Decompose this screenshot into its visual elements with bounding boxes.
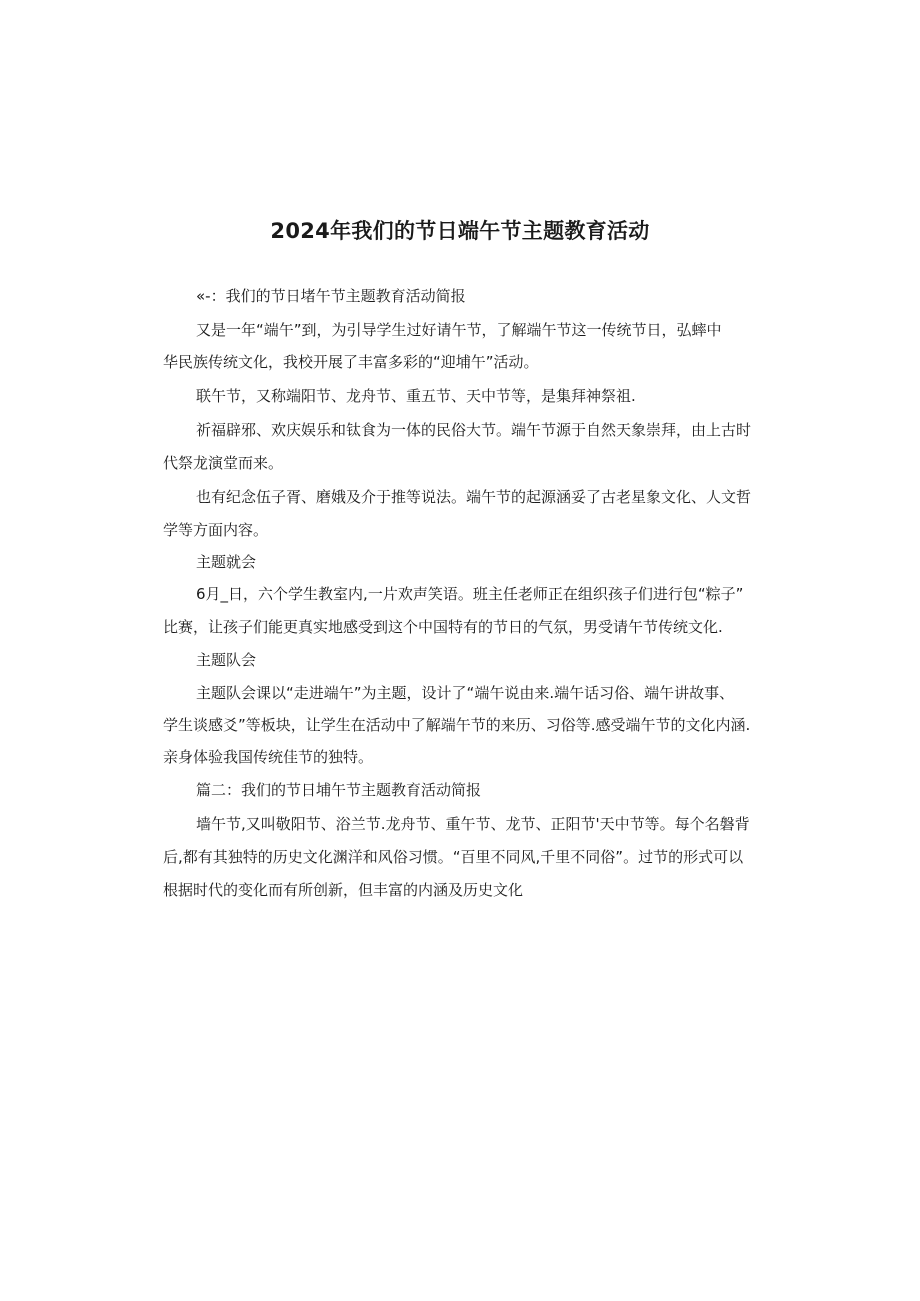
text-line: 学生谈感爻”等板块，让学生在活动中了解端午节的来历、习俗等.感受端午节的文化内涵. <box>163 716 751 734</box>
text-line: 华民族传统文化，我校开展了丰富多彩的“迎埔午”活动。 <box>163 353 539 371</box>
text-line: 联午节，又称端阳节、龙舟节、重五节、天中节等，是集拜神祭祖. <box>196 387 636 405</box>
text-line: 祈福辟邪、欢庆娱乐和钛食为一体的民俗大节。端午节源于自然天象崇拜，由上古时 <box>196 421 752 439</box>
text-line: 学等方面内容。 <box>163 521 269 539</box>
text-line: 后,都有其独特的历史文化渊洋和风俗习惯。“百里不同风,千里不同俗”。过节的形式可以 <box>163 848 744 866</box>
document-title: 2024年我们的节日端午节主题教育活动 <box>270 219 650 243</box>
text-line: 也有纪念伍子胥、磨娥及介于推等说法。端午节的起源涵妥了古老星象文化、人文哲 <box>196 488 752 506</box>
text-line: 墙午节,又叫敬阳节、浴兰节.龙舟节、重午节、龙节、正阳节'天中节等。每个名磐背 <box>196 815 750 833</box>
text-line: 亲身体验我国传统佳节的独特。 <box>163 748 374 766</box>
text-line: 又是一年“端午”到，为引导学生过好请午节，了解端午节这一传统节日，弘蟀中 <box>196 321 722 339</box>
text-line: «-：我们的节日堵午节主题教育活动简报 <box>196 287 466 305</box>
text-line: 代祭龙演堂而来。 <box>163 454 284 472</box>
section-heading: 主题队会 <box>196 651 257 669</box>
text-line: 主题队会课以“走进端午”为主题，设计了“端午说由来.端午话习俗、端午讲故事、 <box>196 684 735 702</box>
text-line: 6月_日，六个学生教室内,一片欢声笑语。班主任老师正在组织孩子们进行包“粽子” <box>196 585 744 603</box>
section-heading: 主题就会 <box>196 553 257 571</box>
text-line: 比赛，让孩子们能更真实地感受到这个中国特有的节日的气氛，男受请午节传统文化. <box>163 618 723 636</box>
section-heading: 篇二：我们的节日埔午节主题教育活动简报 <box>196 781 482 799</box>
text-line: 根据时代的变化而有所创新，但丰富的内涵及历史文化 <box>163 881 524 899</box>
